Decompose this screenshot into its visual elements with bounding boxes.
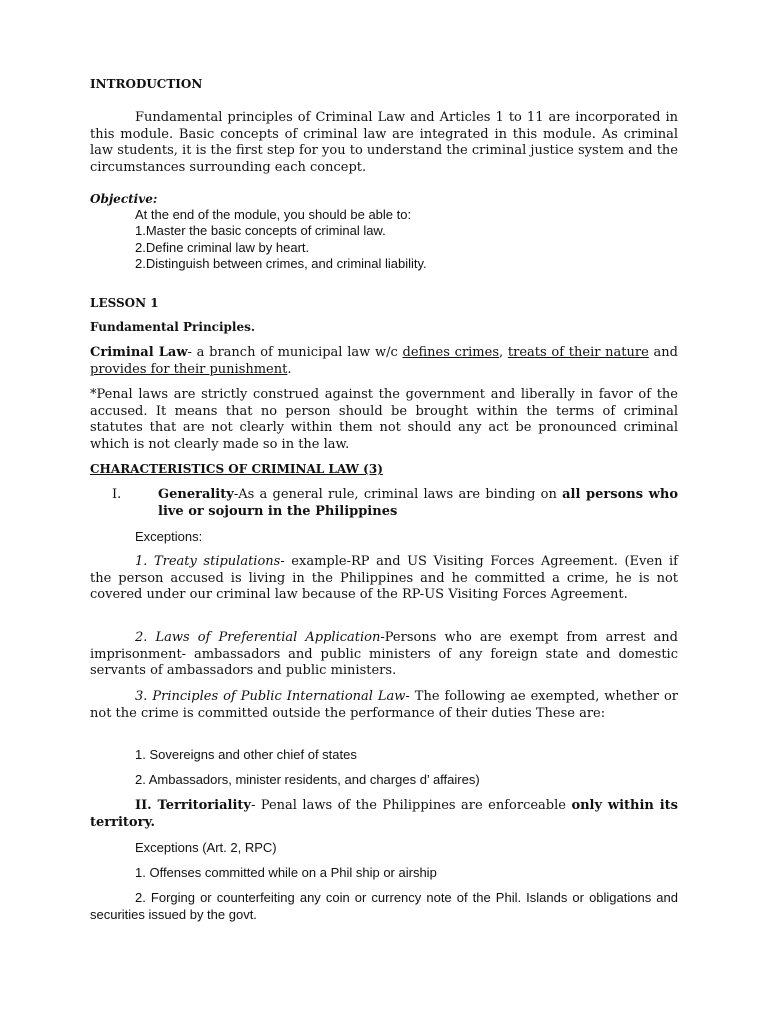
exception-label: 1. Treaty stipulations (135, 554, 281, 569)
objective-heading: Objective: (90, 192, 158, 206)
territoriality-list-item: 2. Forging or counterfeiting any coin or currency note of the Phil. Islands or obligations and securities issued by the govt. (90, 890, 678, 922)
generality-bold: all persons who live or sojourn in the Philippines (158, 487, 678, 519)
lesson-heading: LESSON 1 (90, 296, 159, 310)
territoriality-term: II. Territoriality (135, 798, 251, 813)
lesson-subheading: Fundamental Principles. (90, 320, 256, 334)
generality-text (158, 487, 678, 520)
exception-text: -Persons who are exempt from arrest and imprisonment- ambassadors and public ministers of any foreign state and domestic servants of ambassadors and public ministers. (90, 630, 678, 679)
document-page (90, 0, 678, 1024)
intro-heading: INTRODUCTION (90, 77, 203, 91)
definition-separator: and (648, 345, 678, 360)
objective-item: 1.Master the basic concepts of criminal law. (135, 223, 386, 238)
exception-3-list-item: 2. Ambassadors, minister residents, and charges d’ affaires) (135, 772, 480, 787)
objective-item: 2.Define criminal law by heart. (135, 240, 310, 255)
definition-separator: , (499, 345, 508, 360)
territoriality-bold: only within its territory. (90, 798, 678, 830)
definition-end: . (287, 361, 292, 377)
exception-3-list-item: 1. Sovereigns and other chief of states (135, 747, 357, 762)
generality-body: -As a general rule, criminal laws are binding on (233, 487, 563, 502)
exception-2 (90, 630, 678, 680)
criminal-law-definition (90, 345, 678, 378)
objective-lead: At the end of the module, you should be able to: (135, 207, 412, 222)
territoriality-list-item: 1. Offenses committed while on a Phil ship or airship (135, 865, 437, 880)
territoriality-exceptions-label: Exceptions (Art. 2, RPC) (135, 840, 277, 855)
definition-text: - a branch of municipal law w/c (187, 345, 403, 360)
exception-text: - The following ae exempted, whether or not the crime is committed outside the performance of their duties These are: (90, 689, 678, 721)
exception-label: 2. Laws of Preferential Application (135, 630, 381, 645)
definition-underlined: treats of their nature (507, 345, 649, 360)
exceptions-label: Exceptions: (135, 529, 203, 544)
exception-3 (90, 689, 678, 722)
characteristics-heading: CHARACTERISTICS OF CRIMINAL LAW (3) (90, 462, 383, 476)
exception-1 (90, 554, 678, 604)
exception-text: - example-RP and US Visiting Forces Agreement. (Even if the person accused is living in the Philippines and he committed a crime, he is not covered under our criminal law because of the RP-US Visiting Forces Agreement. (90, 554, 678, 603)
objective-item: 2.Distinguish between crimes, and criminal liability. (135, 256, 427, 271)
exception-label: 3. Principles of Public International Law (135, 689, 406, 704)
generality-term: Generality (158, 487, 234, 502)
intro-paragraph: Fundamental principles of Criminal Law and Articles 1 to 11 are incorporated in this module. Basic concepts of criminal law are integrated in this module. As criminal law students, it is the first step for you to understand the criminal justice system and the circumstances surrounding each concept. (90, 110, 678, 175)
definition-term: Criminal Law (90, 345, 188, 360)
definition-underlined: provides for their punishment (90, 361, 288, 377)
generality-item (90, 487, 678, 521)
penal-note: *Penal laws are strictly construed against the government and liberally in favor of the accused. It means that no person should be brought within the terms of criminal statutes that are not clearly within them not should any act be pronounced criminal which is not clearly made so in the law. (90, 387, 678, 452)
territoriality-body: - Penal laws of the Philippines are enforceable (250, 798, 572, 813)
roman-numeral: I. (112, 487, 122, 502)
definition-underlined: defines crimes (402, 345, 500, 360)
territoriality-item (90, 798, 678, 831)
